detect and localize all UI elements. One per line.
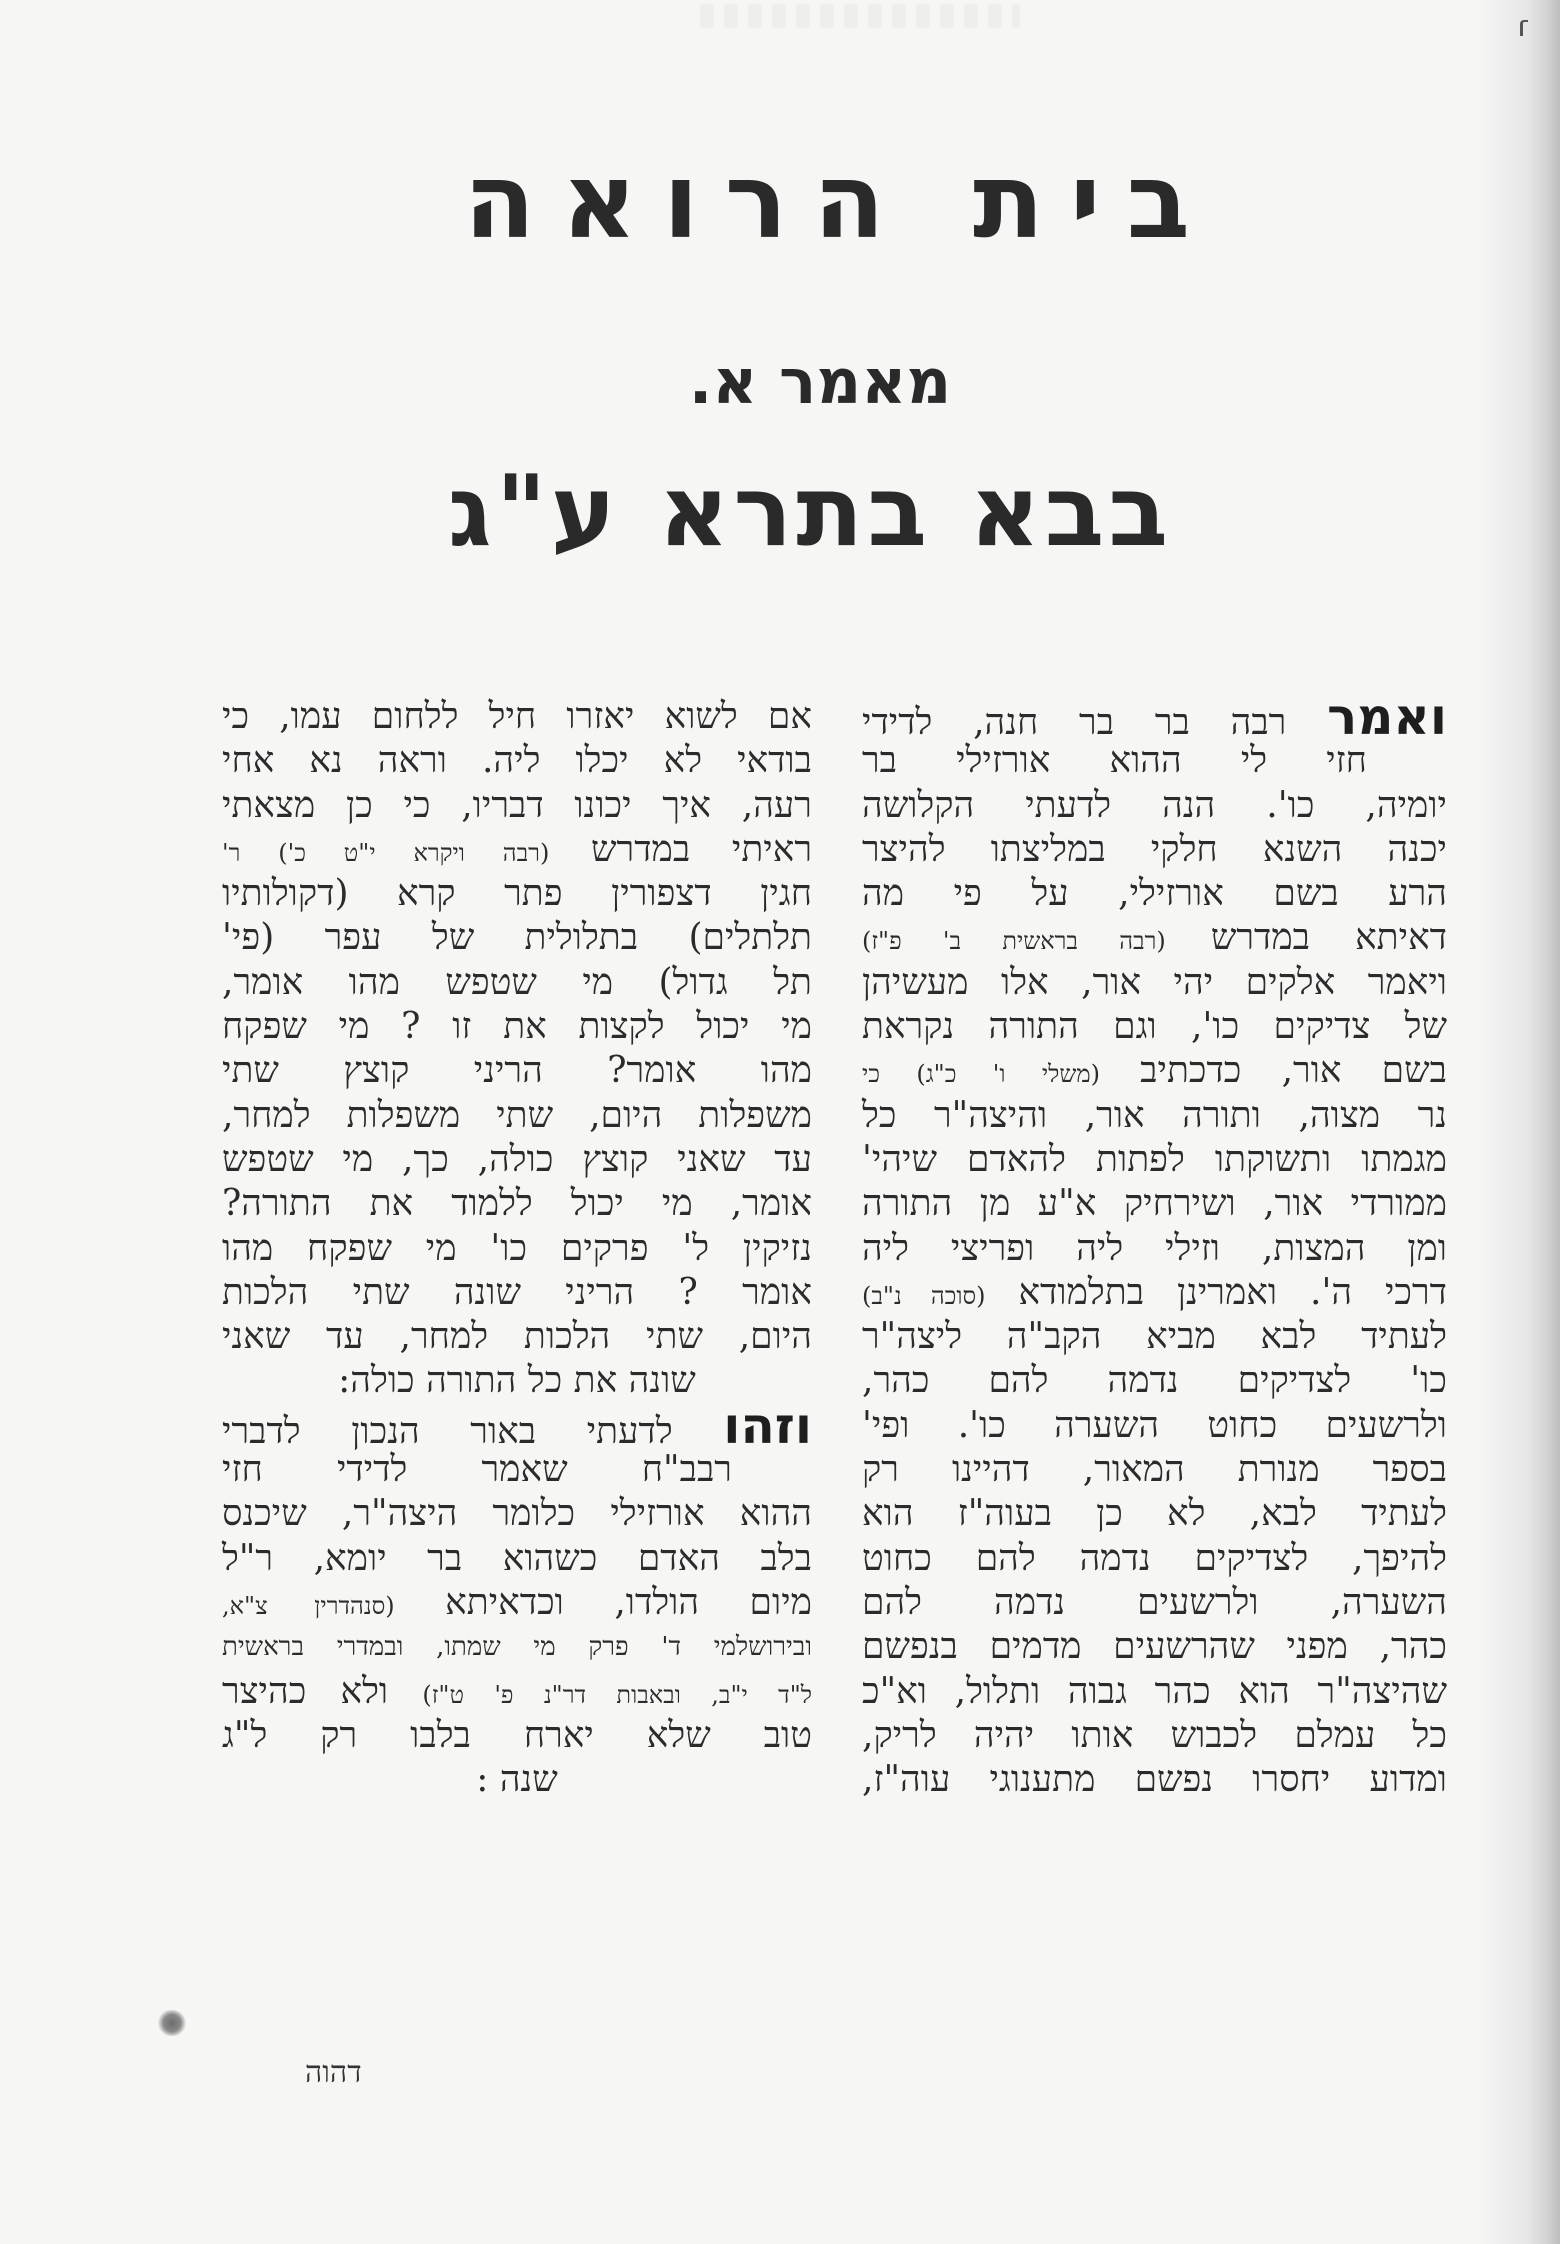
source-reference: (רבה בראשית ב' פ"ז): [862, 927, 1166, 956]
text-line: טוב שלא יארח בלבו רק ל"ג: [222, 1714, 812, 1756]
source-reference: (רבה ויקרא י"ט כ') ר': [222, 838, 550, 867]
text-line: עד שאני קוצץ כולה, כך, מי שטפש: [222, 1138, 812, 1180]
text-line: לעתיד לבא, לא כן בעוה"ז הוא: [862, 1493, 1447, 1535]
text-line: מי יכול לקצות את זו ? מי שפקח: [222, 1006, 812, 1048]
text-line: רעה, איך יכונו דבריו, כי כן מצאתי: [222, 784, 812, 826]
text-line: אומר, מי יכול ללמוד את התורה?: [222, 1183, 812, 1225]
text-line: בספר מנורת המאור, דהיינו רק: [862, 1449, 1447, 1491]
text-line: השערה, ולרשעים נדמה להם: [862, 1581, 1447, 1623]
text-line: כהר, מפני שהרשעים מדמים בנפשם: [862, 1626, 1447, 1668]
text-line: חזי לי ההוא אורזילי בר: [862, 740, 1367, 782]
text-line: ויאמר אלקים יהי אור, אלו מעשיהן: [862, 961, 1447, 1003]
opening-word: וזהו: [723, 1396, 812, 1455]
text-line: ולרשעים כחוט השערה כו'. ופי': [862, 1404, 1447, 1446]
text-line: נר מצוה, ותורה אור, והיצה"ר כל: [862, 1094, 1447, 1136]
text-column-right: [862, 688, 1447, 1802]
text-line: היום, שתי הלכות למחר, עד שאני: [222, 1316, 812, 1358]
text-column-left: [222, 695, 812, 1802]
text-line: של צדיקים כו', וגם התורה נקראת: [862, 1006, 1447, 1048]
text-line: הרע בשם אורזילי, על פי מה: [862, 873, 1447, 915]
text-line: כל עמלם לכבוש אותו יהיה לריק,: [862, 1714, 1447, 1756]
text-line: ומדוע יחסרו נפשם מתענוגי עוה"ז,: [862, 1759, 1447, 1801]
text-line: משפלות היום, שתי משפלות למחר,: [222, 1094, 812, 1136]
text-line: אומר ? הריני שונה שתי הלכות: [222, 1271, 812, 1313]
text-line: שהיצה"ר הוא כהר גבוה ותלול, וא"כ: [862, 1670, 1447, 1712]
text-line: יומיה, כו'. הנה לדעתי הקלושה: [862, 784, 1447, 826]
text-line: שונה את כל התורה כולה:: [338, 1360, 696, 1402]
text-line: בלב האדם כשהוא בר יומא, ר"ל: [222, 1537, 812, 1579]
text-line: תל גדול) מי שטפש מהו אומר,: [222, 961, 812, 1003]
text-line: ובירושלמי ד' פרק מי שמתו, ובמדרי בראשית: [222, 1632, 812, 1663]
ink-smudge: [158, 2010, 186, 2036]
text-line: וזהו לדעתי באור הנכון לדברי: [222, 1396, 812, 1455]
text-line: דרכי ה'. ואמרינן בתלמודא (סוכה נ"ב): [862, 1271, 1447, 1313]
tractate-heading: בבא בתרא ע"ג: [447, 455, 1173, 569]
text-line: ממורדי אור, ושירחיק א"ע מן התורה: [862, 1183, 1447, 1225]
source-reference: (סנהדרין צ"א,: [222, 1591, 395, 1620]
text-line: להיפך, לצדיקים נדמה להם כחוט: [862, 1537, 1447, 1579]
text-line: דאיתא במדרש (רבה בראשית ב' פ"ז): [862, 917, 1447, 959]
text-line: בודאי לא יכלו ליה. וראה נא אחי: [222, 740, 812, 782]
text-line: ההוא אורזילי כלומר היצה"ר, שיכנס: [222, 1493, 812, 1535]
text-line: בשם אור, כדכתיב (משלי ו' כ"ג) כי: [862, 1050, 1447, 1092]
text-line: ראיתי במדרש (רבה ויקרא י"ט כ') ר': [222, 828, 813, 870]
faded-running-header: [700, 4, 1020, 28]
catchword: דהוה: [305, 2055, 362, 2090]
text-line: לעתיד לבא מביא הקב"ה ליצה"ר: [862, 1316, 1447, 1358]
text-line: ל"ד י"ב, ובאבות דר"נ פ' ט"ז) ולא כהיצר: [222, 1670, 812, 1712]
text-line: מיום הולדו, וכדאיתא (סנהדרין צ"א,: [222, 1581, 813, 1623]
text-line: רבב"ח שאמר לדידי חזי: [222, 1449, 732, 1491]
opening-word: ואמר: [1327, 688, 1447, 746]
text-line: ומן המצות, וזילי ליה ופריצי ליה: [862, 1227, 1447, 1269]
text-line: חגין דצפורין פתר קרא (דקולותיו: [222, 873, 812, 915]
text-line: נזיקין ל' פרקים כו' מי שפקח מהו: [222, 1227, 812, 1269]
source-reference: (סוכה נ"ב): [862, 1281, 986, 1310]
text-line: אם לשוא יאזרו חיל ללחום עמו, כי: [222, 696, 812, 737]
page-edge-shadow: [1480, 0, 1560, 2244]
text-line: ואמר רבה בר בר חנה, לדידי: [862, 688, 1447, 746]
book-title: בית הרואה: [463, 140, 1217, 262]
text-line: שנה :: [476, 1759, 558, 1801]
source-reference: (משלי ו' כ"ג) כי: [862, 1060, 1100, 1089]
margin-mark: [1520, 20, 1528, 36]
chapter-heading: מאמר א.: [688, 345, 952, 418]
text-line: מגמתו ותשוקתו לפתות להאדם שיהי': [862, 1138, 1447, 1180]
text-line: מהו אומר? הריני קוצץ שתי: [222, 1050, 812, 1092]
text-line: יכנה השנא חלקי במליצתו להיצר: [862, 828, 1447, 870]
text-line: כו' לצדיקים נדמה להם כהר,: [862, 1360, 1447, 1402]
text-line: תלתלים) בתלולית של עפר (פי': [222, 917, 812, 959]
